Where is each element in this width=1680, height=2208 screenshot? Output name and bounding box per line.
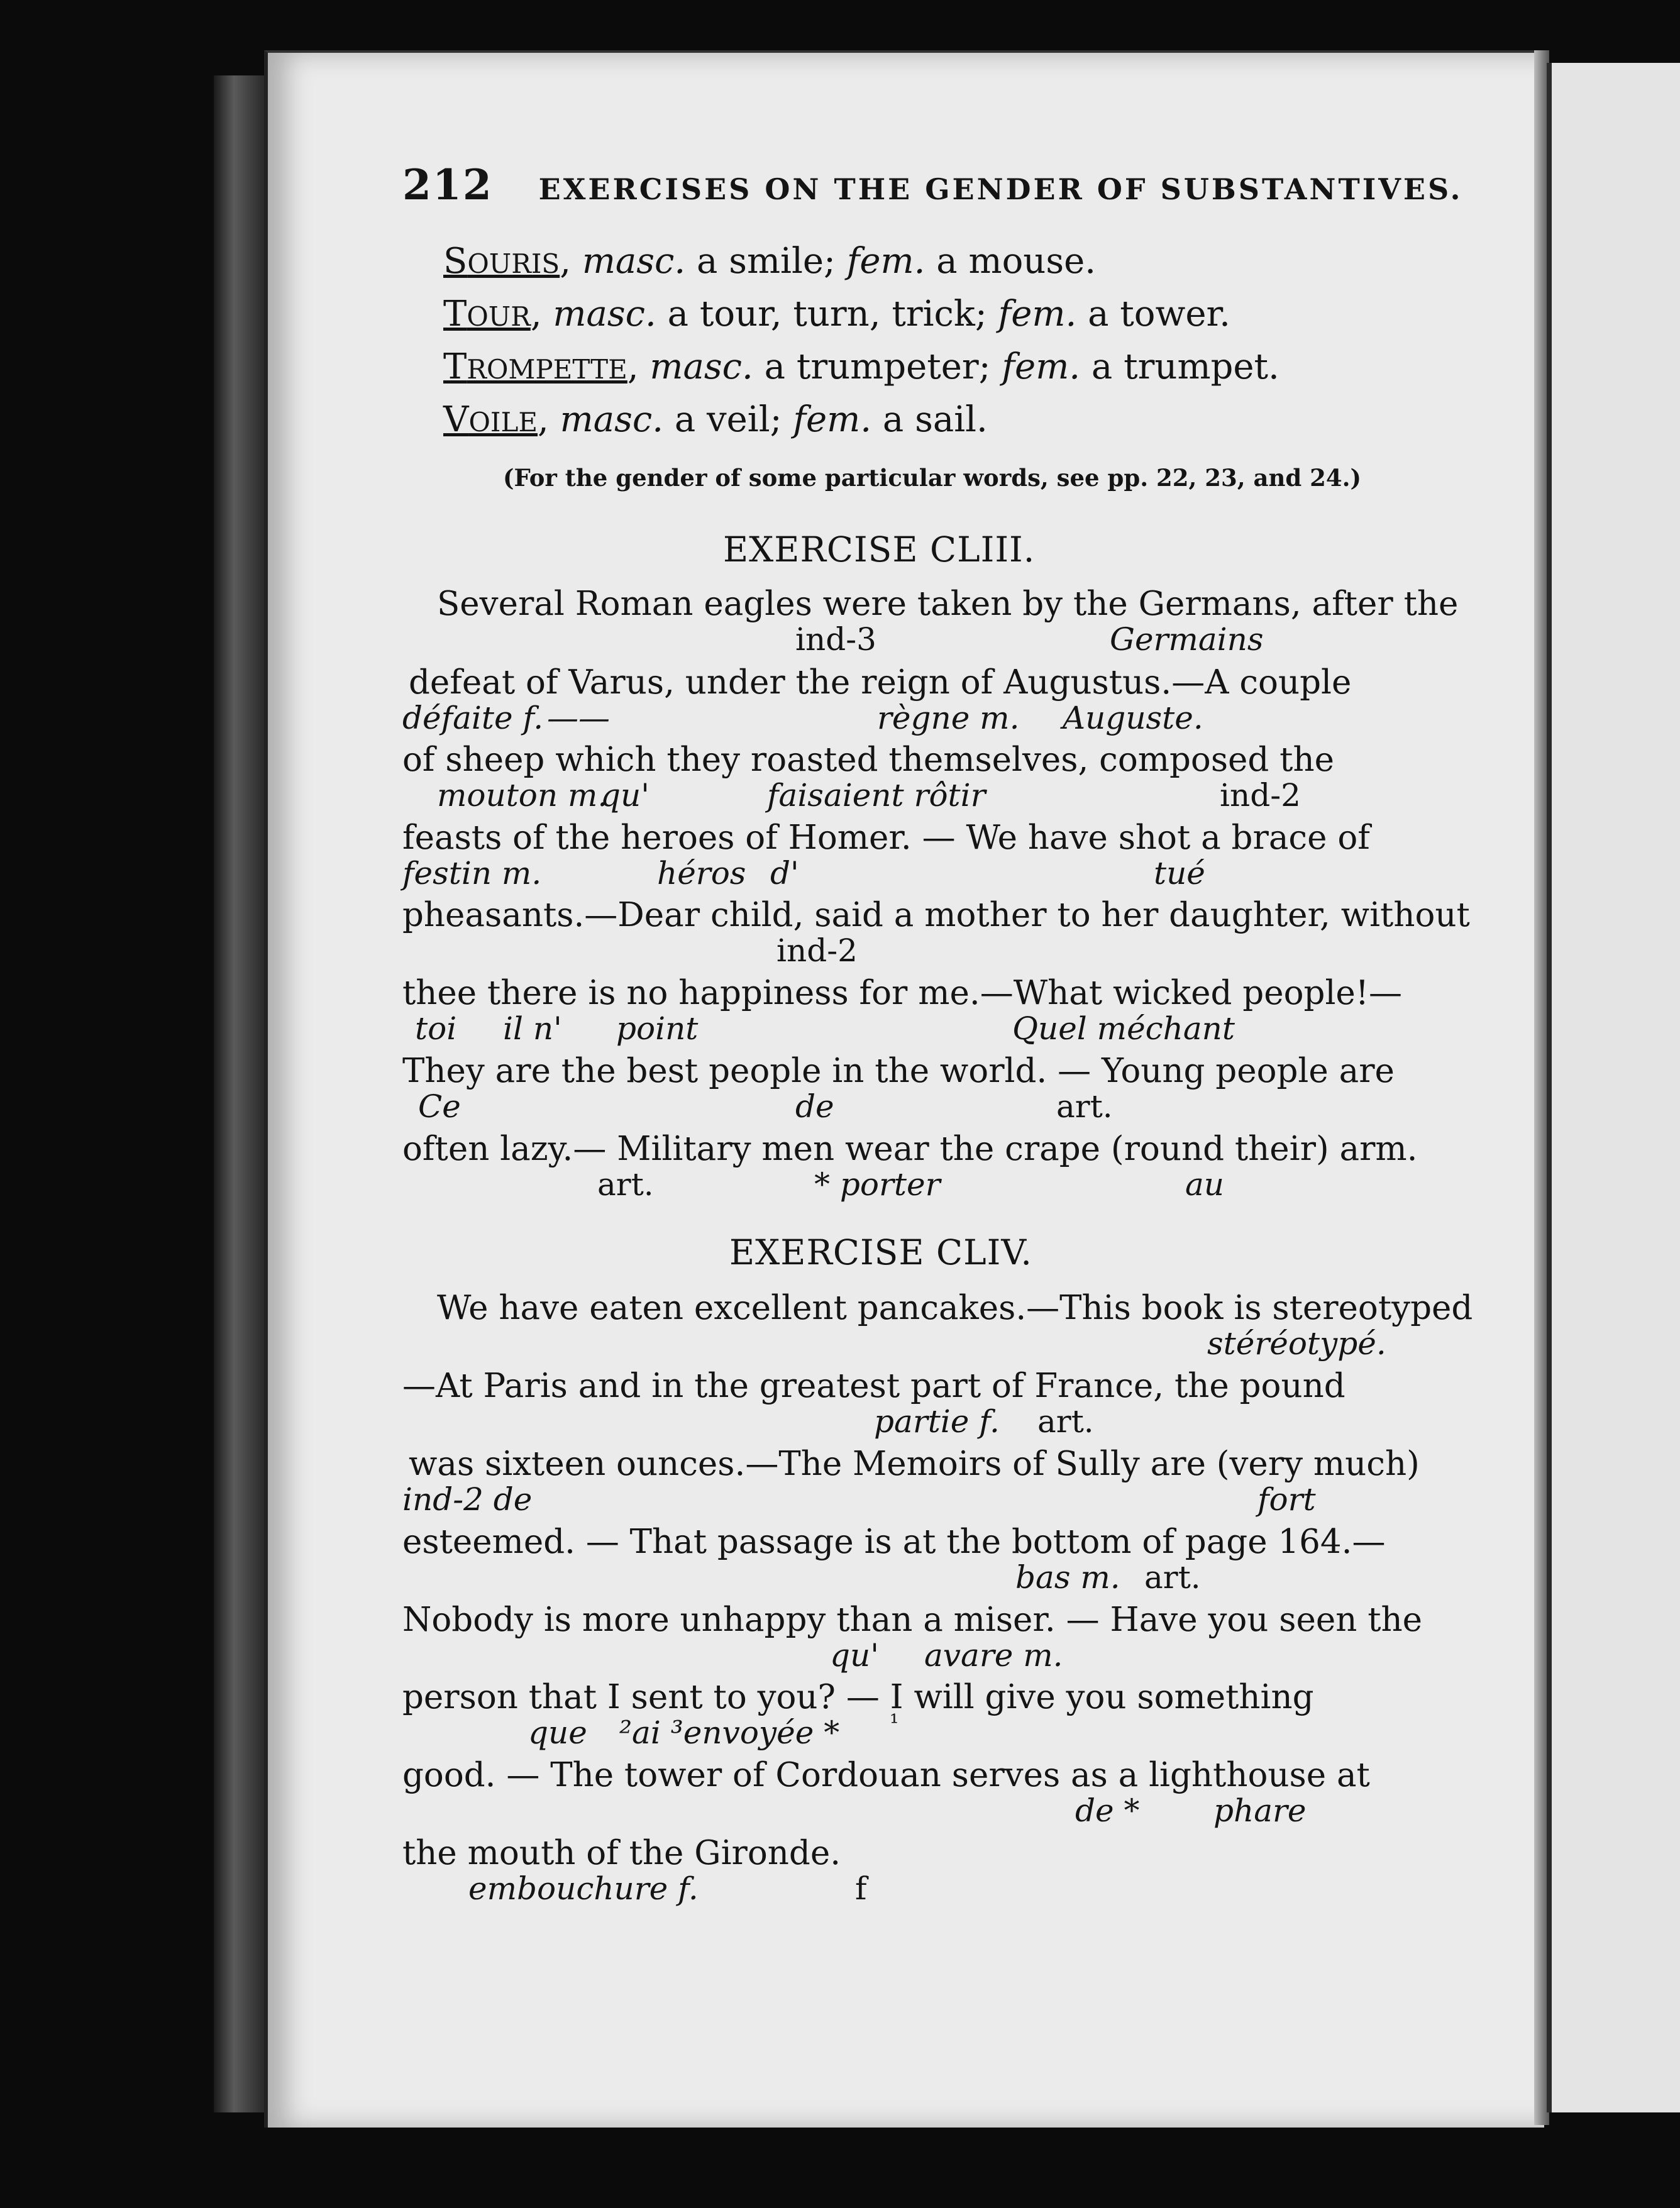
gloss: faisaient rôtir [767,777,986,814]
gloss: qu' [600,777,649,814]
gloss: règne m. [877,700,1020,736]
gloss: toi [415,1010,457,1047]
gloss: Ce [418,1088,461,1125]
gloss: que [528,1714,587,1751]
running-title: EXERCISES ON THE GENDER OF SUBSTANTIVES. [538,172,1463,206]
ex153-line-6: thee there is no happiness for me.—What wicked people!— [402,974,1403,1012]
gender-note: (For the gender of some particular words, see pp. 22, 23, and 24.) [503,464,1361,492]
exercise-153-title: EXERCISE CLIII. [723,529,1036,570]
gloss: partie f. [874,1403,1000,1440]
ex153-line-5: pheasants.—Dear child, said a mother to her daughter, without [402,896,1470,934]
exercise-154-title: EXERCISE CLIV. [729,1232,1032,1272]
ex153-line-1: Several Roman eagles were taken by the Germans, after the [437,585,1459,623]
book-edge-left [214,75,264,2112]
gloss: bas m. [1015,1559,1120,1596]
gloss: défaite f. [402,700,544,736]
gloss: festin m. [402,855,542,891]
ex153-line-7: They are the best people in the world. — Young people are [402,1052,1395,1090]
page-number: 212 [402,160,493,209]
gloss: art. [1144,1559,1201,1596]
ex153-line-3: of sheep which they roasted themselves, composed the [402,741,1334,779]
gloss: stéréotypé. [1207,1325,1386,1362]
gloss: * porter [814,1166,941,1203]
definition-souris: SOURIS, masc. a smile; fem. a mouse. [443,241,1097,282]
gloss: Germains [1110,621,1264,658]
running-header [402,160,1463,209]
gloss: art. [1056,1088,1113,1125]
ex153-line-2: defeat of Varus, under the reign of Augustus.—A couple [409,663,1352,702]
definition-voile: VOILE, masc. a veil; fem. a sail. [443,399,988,440]
definition-tour: TOUR, masc. a tour, turn, trick; fem. a tower. [443,294,1230,334]
gloss: il n' [503,1010,562,1047]
gloss: phare [1213,1792,1307,1829]
ex153-line-4: feasts of the heroes of Homer. — We have shot a brace of [402,819,1370,857]
gloss: de [795,1088,834,1125]
gloss: qu' [830,1637,879,1674]
gloss: ind-2 [776,932,858,969]
gloss: ind-2 [1220,777,1301,814]
ex153-line-8: often lazy.— Military men wear the crape (round their) arm. [402,1130,1418,1168]
ex154-line-2: —At Paris and in the greatest part of France, the pound [402,1367,1346,1405]
definition-trompette: TROMPETTE, masc. a trumpeter; fem. a trumpet. [443,346,1279,387]
ex154-line-4: esteemed. — That passage is at the bottom of page 164.— [402,1523,1386,1561]
gloss: —— [547,700,610,736]
gloss: avare m. [924,1637,1063,1674]
ex154-line-6: person that I sent to you? — I will give you something [402,1678,1314,1716]
gloss: art. [1037,1403,1094,1440]
gloss: ¹ [890,1710,899,1736]
gloss: d' [770,855,799,891]
gloss: héros [657,855,746,891]
gloss: de * [1075,1792,1140,1829]
ex154-line-8: the mouth of the Gironde. [402,1834,841,1872]
ex154-line-5: Nobody is more unhappy than a miser. — Have you seen the [402,1601,1422,1639]
gloss: ind-3 [795,621,876,658]
gloss: point [616,1010,699,1047]
gloss: ind-2 de [402,1481,533,1518]
ex154-line-3: was sixteen ounces.—The Memoirs of Sully are (very much) [409,1445,1420,1483]
gloss: Quel méchant [1012,1010,1235,1047]
gloss: fort [1257,1481,1316,1518]
ex154-line-7: good. — The tower of Cordouan serves as a lighthouse at [402,1756,1370,1794]
gloss: art. [597,1166,654,1203]
gloss: mouton m. [437,777,608,814]
facing-page [1547,63,1680,2112]
gloss: Auguste. [1063,700,1203,736]
ex154-line-1: We have eaten excellent pancakes.—This book is stereotyped [437,1289,1473,1327]
gloss: embouchure f. [468,1870,699,1907]
gloss: au [1185,1166,1225,1203]
gloss: tué [1154,855,1205,891]
gloss: f [855,1870,867,1907]
gloss: ²ai ³envoyée * [619,1714,840,1751]
